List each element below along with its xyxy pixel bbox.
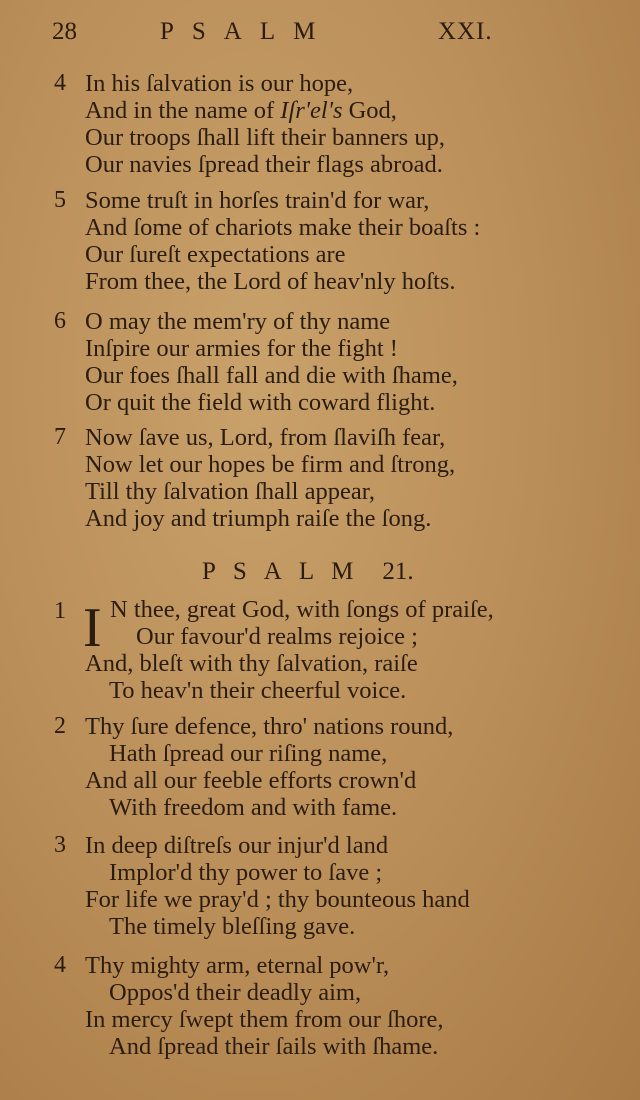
verse-text: Or quit the field with coward flight. (85, 389, 436, 416)
verse-text: Inſpire our armies for the fight ! (85, 335, 398, 362)
verse-text: Our favour'd realms rejoice ; (136, 623, 418, 650)
verse-line (54, 979, 554, 1006)
israel-italic: Iſr'el's (280, 97, 343, 124)
stanza-7-part1 (54, 424, 554, 532)
verse-text: And ſome of chariots make their boaſts : (85, 214, 481, 241)
verse-line (54, 70, 554, 97)
verse-line (54, 1033, 554, 1060)
verse-text: O may the mem'ry of thy name (85, 308, 391, 335)
verse-line (54, 362, 554, 389)
verse-text: With freedom and with fame. (109, 794, 398, 821)
subheading-word: PSALM (202, 558, 371, 585)
verse-text: In deep diſtreſs our injur'd land (85, 832, 389, 859)
verse-line (54, 623, 554, 650)
verse-line (54, 241, 554, 268)
verse-line (54, 832, 554, 859)
verse-text: Our foes ſhall fall and die with ſhame, (85, 362, 458, 389)
stanza-4-part1 (54, 70, 554, 178)
verse-text: Implor'd thy power to ſave ; (109, 859, 383, 886)
verse-line (54, 767, 554, 794)
verse-line (54, 859, 554, 886)
verse-text: The timely bleſſing gave. (109, 913, 356, 940)
stanza-1-part2 (54, 596, 554, 704)
stanza-5-part1 (54, 187, 554, 295)
verse-number: 7 (54, 424, 66, 450)
verse-line (54, 478, 554, 505)
verse-line (54, 740, 554, 767)
verse-text: In mercy ſwept them from our ſhore, (85, 1006, 444, 1033)
verse-line (54, 214, 554, 241)
page-header (52, 18, 512, 54)
verse-line (54, 505, 554, 532)
verse-line (54, 97, 554, 124)
verse-number: 5 (54, 187, 66, 213)
stanza-2-part2 (54, 713, 554, 821)
verse-text: In his ſalvation is our hope, (85, 70, 354, 97)
verse-text: Till thy ſalvation ſhall appear, (85, 478, 376, 505)
verse-line (54, 124, 554, 151)
page-number: 28 (52, 18, 77, 45)
verse-text: Thy mighty arm, eternal pow'r, (85, 952, 390, 979)
verse-line (54, 913, 554, 940)
verse-text: And, bleſt with thy ſalvation, raiſe (85, 650, 418, 677)
verse-line (54, 308, 554, 335)
subheading-number: 21. (382, 558, 414, 585)
verse-text: Our navies ſpread their flags abroad. (85, 151, 443, 178)
verse-text: And ſpread their ſails with ſhame. (109, 1033, 439, 1060)
verse-number: 3 (54, 832, 66, 858)
verse-line (54, 268, 554, 295)
stanza-4-part2 (54, 952, 554, 1060)
verse-text: And in the name of Iſr'el's God, (85, 97, 397, 124)
verse-text: Oppos'd their deadly aim, (109, 979, 362, 1006)
verse-line (54, 451, 554, 478)
verse-line (54, 677, 554, 704)
verse-line (54, 596, 554, 623)
verse-text: And joy and triumph raiſe the ſong. (85, 505, 432, 532)
verse-number: 4 (54, 70, 66, 96)
verse-text: Our ſureſt expectations are (85, 241, 346, 268)
verse-number: 6 (54, 308, 66, 334)
verse-line (54, 886, 554, 913)
verse-line (54, 1006, 554, 1033)
verse-text: To heav'n their cheerful voice. (109, 677, 407, 704)
verse-line (54, 335, 554, 362)
verse-line (54, 424, 554, 451)
verse-text: For life we pray'd ; thy bounteous hand (85, 886, 470, 913)
running-psalm-number: XXI. (438, 18, 493, 45)
verse-line (54, 151, 554, 178)
verse-line (54, 952, 554, 979)
verse-line (54, 389, 554, 416)
verse-text: N thee, great God, with ſongs of praiſe, (110, 596, 494, 623)
verse-text: From thee, the Lord of heav'nly hoſts. (85, 268, 456, 295)
psalm-subheading (202, 558, 414, 586)
verse-line (54, 187, 554, 214)
verse-text: Thy ſure defence, thro' nations round, (85, 713, 454, 740)
verse-text: Now let our hopes be firm and ſtrong, (85, 451, 456, 478)
stanza-6-part1 (54, 308, 554, 416)
verse-line (54, 794, 554, 821)
verse-line (54, 650, 554, 677)
verse-text: Now ſave us, Lord, from ſlaviſh fear, (85, 424, 446, 451)
verse-text: Our troops ſhall lift their banners up, (85, 124, 445, 151)
verse-text: Some truſt in horſes train'd for war, (85, 187, 430, 214)
stanza-3-part2 (54, 832, 554, 940)
verse-number: 1 (54, 598, 66, 624)
verse-number: 4 (54, 952, 66, 978)
running-title: PSALM (160, 18, 334, 45)
drop-cap: I (83, 597, 102, 659)
verse-number: 2 (54, 713, 66, 739)
verse-line (54, 713, 554, 740)
verse-text: Hath ſpread our riſing name, (109, 740, 388, 767)
verse-text: And all our feeble efforts crown'd (85, 767, 417, 794)
